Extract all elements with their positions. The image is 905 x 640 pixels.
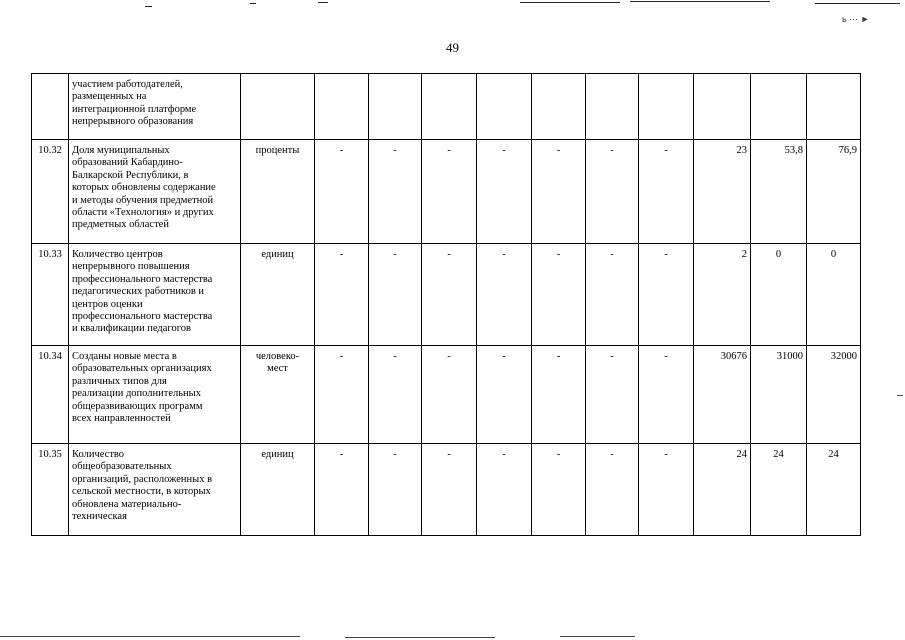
scan-line	[318, 2, 328, 3]
value-cell	[694, 74, 751, 140]
indicator-name-cell: Доля муниципальных образований Кабардино- Балкарской Республики, в которых обновлены содержание и методы обучения предметной области «Технология» и других предметных областей	[69, 140, 241, 244]
value-cell: 0	[807, 244, 861, 346]
value-cell: -	[369, 244, 422, 346]
table-row	[32, 244, 861, 346]
value-cell: -	[532, 140, 586, 244]
value-cell	[315, 74, 369, 140]
value-cell: -	[639, 346, 694, 444]
value-cell	[532, 74, 586, 140]
page-number: 49	[446, 40, 459, 55]
value-cell	[477, 74, 532, 140]
indicator-name-cell: Количество центров непрерывного повышения профессионального мастерства педагогических работников и центров оценки профессионального мастерства и квалификации педагогов	[69, 244, 241, 346]
indicator-name-cell: Количество общеобразовательных организаций, расположенных в сельской местности, в которых обновлена материально- техническая	[69, 444, 241, 536]
row-number-cell: 10.32	[32, 140, 69, 244]
row-number-cell	[32, 74, 69, 140]
table-row	[32, 140, 861, 244]
value-cell: -	[532, 244, 586, 346]
value-cell	[639, 74, 694, 140]
unit-cell: единиц	[241, 244, 315, 346]
scan-mark: ь ··· ►	[842, 14, 870, 24]
scan-line	[815, 3, 900, 4]
value-cell: -	[369, 140, 422, 244]
value-cell: -	[477, 444, 532, 536]
value-cell: -	[477, 346, 532, 444]
value-cell: -	[369, 444, 422, 536]
unit-cell: человеко- мест	[241, 346, 315, 444]
value-cell: -	[586, 244, 639, 346]
value-cell: 53,8	[751, 140, 807, 244]
value-cell: 23	[694, 140, 751, 244]
value-cell: -	[586, 140, 639, 244]
value-cell: 2	[694, 244, 751, 346]
indicators-table	[31, 73, 861, 536]
scan-line	[145, 6, 152, 7]
value-cell: -	[315, 444, 369, 536]
scan-line	[630, 1, 770, 2]
value-cell	[586, 74, 639, 140]
unit-cell: единиц	[241, 444, 315, 536]
value-cell: -	[477, 244, 532, 346]
scan-line	[560, 636, 635, 637]
unit-cell	[241, 74, 315, 140]
value-cell: -	[639, 140, 694, 244]
scan-line	[345, 637, 495, 638]
value-cell: -	[639, 244, 694, 346]
value-cell: 0	[751, 244, 807, 346]
value-cell	[369, 74, 422, 140]
value-cell: -	[422, 140, 477, 244]
scan-line	[250, 3, 256, 4]
scan-line	[0, 636, 300, 637]
value-cell: -	[639, 444, 694, 536]
value-cell	[422, 74, 477, 140]
value-cell: 24	[694, 444, 751, 536]
value-cell: -	[422, 346, 477, 444]
edge-mark	[897, 395, 903, 396]
row-number-cell: 10.33	[32, 244, 69, 346]
table-row	[32, 74, 861, 140]
value-cell	[751, 74, 807, 140]
value-cell: 24	[807, 444, 861, 536]
table-row	[32, 444, 861, 536]
value-cell: -	[315, 140, 369, 244]
value-cell: -	[315, 346, 369, 444]
value-cell: -	[532, 444, 586, 536]
indicator-name-cell: Созданы новые места в образовательных организациях различных типов для реализации дополнительных общеразвивающих программ всех направленностей	[69, 346, 241, 444]
value-cell: -	[477, 140, 532, 244]
row-number-cell: 10.34	[32, 346, 69, 444]
row-number-cell: 10.35	[32, 444, 69, 536]
value-cell: -	[369, 346, 422, 444]
value-cell: 24	[751, 444, 807, 536]
value-cell: 30676	[694, 346, 751, 444]
value-cell: -	[532, 346, 586, 444]
value-cell: 31000	[751, 346, 807, 444]
value-cell: 76,9	[807, 140, 861, 244]
table-row	[32, 346, 861, 444]
scan-line	[520, 2, 620, 3]
value-cell: -	[586, 346, 639, 444]
value-cell	[807, 74, 861, 140]
value-cell: -	[422, 444, 477, 536]
value-cell: -	[586, 444, 639, 536]
value-cell: 32000	[807, 346, 861, 444]
indicator-name-cell: участием работодателей, размещенных на интеграционной платформе непрерывного образования	[69, 74, 241, 140]
value-cell: -	[422, 244, 477, 346]
unit-cell: проценты	[241, 140, 315, 244]
value-cell: -	[315, 244, 369, 346]
